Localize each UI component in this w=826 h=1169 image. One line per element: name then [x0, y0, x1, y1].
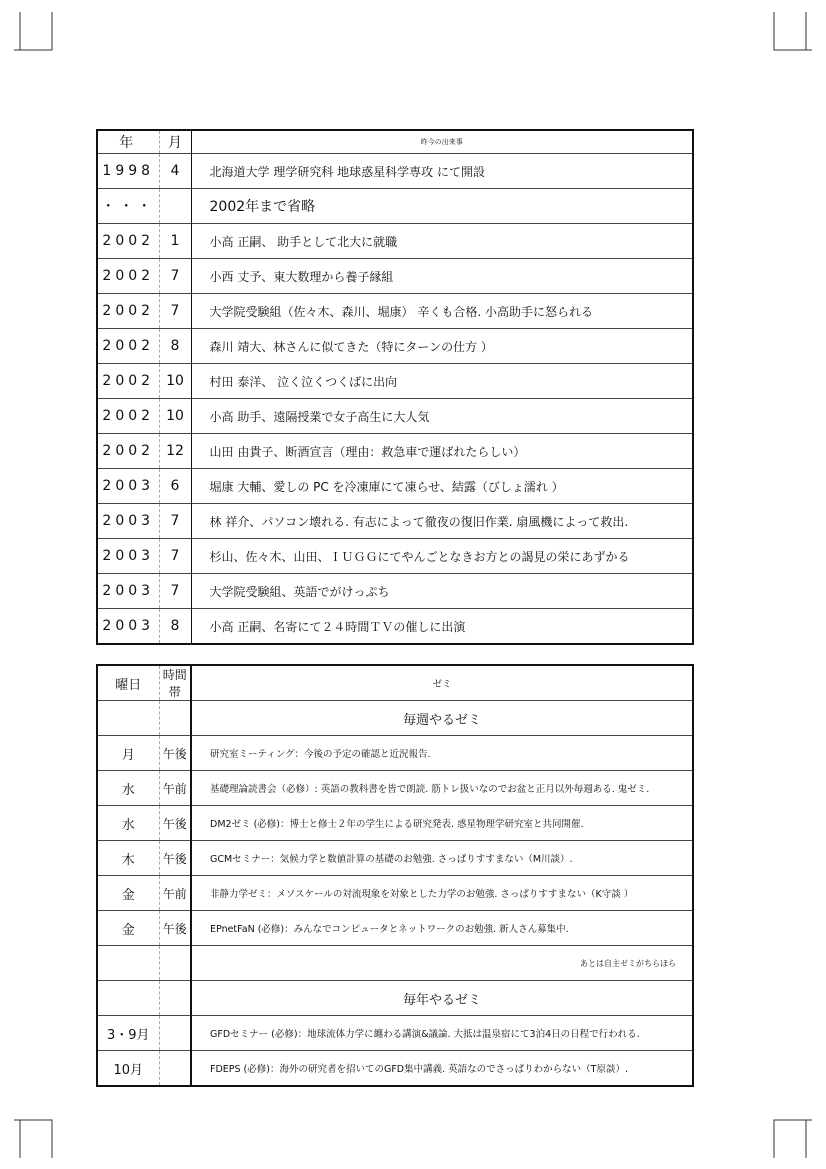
seminar-description: 非静力学ゼミ：メソスケールの対流現象を対象とした力学のお勉強. さっぱりすすまない（K守談 ） [191, 876, 693, 911]
seminar-row [97, 736, 693, 771]
seminar-note-row [97, 946, 693, 981]
time-cell: 午後 [159, 736, 191, 771]
event-cell: 2002年まで省略 [191, 189, 693, 224]
history-row [97, 574, 693, 609]
header-month: 月 [159, 130, 191, 154]
event-cell: 堀康 大輔、愛しの PC を冷凍庫にて凍らせ、結露（びしょ濡れ ） [191, 469, 693, 504]
note-text: あとは自主ゼミがちらほら [191, 946, 693, 981]
seminar-description: 基礎理論読書会（必修）: 英語の教科書を皆で朗読. 筋トレ扱いなのでお盆と正月以外毎週ある. 鬼ゼミ. [191, 771, 693, 806]
seminar-description: DM2ゼミ (必修)：博士と修士２年の学生による研究発表. 惑星物理学研究室と共同開催. [191, 806, 693, 841]
history-row [97, 329, 693, 364]
month-cell: 4 [159, 154, 191, 189]
seminar-description: EPnetFaN (必修)：みんなでコンピュータとネットワークのお勉強. 新人さん募集中. [191, 911, 693, 946]
day-cell [97, 946, 159, 981]
header-seminar: ゼミ [191, 665, 693, 701]
event-cell: 大学院受験組、英語でがけっぷち [191, 574, 693, 609]
seminar-description: 研究室ミーティング：今後の予定の確認と近況報告. [191, 736, 693, 771]
seminar-table [96, 664, 694, 1087]
seminar-header-row [97, 665, 693, 701]
event-cell: 小高 正嗣、 助手として北大に就職 [191, 224, 693, 259]
year-cell: 2002 [97, 399, 159, 434]
year-cell: ・・・ [97, 189, 159, 224]
header-event: 昨今の出来事 [191, 130, 693, 154]
day-cell: 水 [97, 771, 159, 806]
history-header-row [97, 130, 693, 154]
month-cell: 7 [159, 259, 191, 294]
month-cell: 7 [159, 539, 191, 574]
day-cell: 水 [97, 806, 159, 841]
seminar-section-row [97, 701, 693, 736]
month-cell: 6 [159, 469, 191, 504]
event-cell: 村田 泰洋、 泣く泣くつくばに出向 [191, 364, 693, 399]
day-cell [97, 981, 159, 1016]
month-cell: 1 [159, 224, 191, 259]
history-row [97, 259, 693, 294]
history-row [97, 189, 693, 224]
header-day: 曜日 [97, 665, 159, 701]
day-cell [97, 701, 159, 736]
day-cell: 月 [97, 736, 159, 771]
time-cell [159, 1051, 191, 1087]
time-cell [159, 981, 191, 1016]
month-cell: 8 [159, 609, 191, 645]
history-table [96, 129, 694, 645]
year-cell: 2003 [97, 539, 159, 574]
month-cell: 7 [159, 504, 191, 539]
section-title: 毎週やるゼミ [191, 701, 693, 736]
time-cell [159, 701, 191, 736]
year-cell: 2002 [97, 224, 159, 259]
time-cell: 午後 [159, 806, 191, 841]
year-cell: 2003 [97, 469, 159, 504]
seminar-row [97, 1051, 693, 1087]
time-cell: 午後 [159, 841, 191, 876]
seminar-row [97, 876, 693, 911]
history-row [97, 469, 693, 504]
time-cell: 午前 [159, 771, 191, 806]
day-cell: 10月 [97, 1051, 159, 1087]
history-row [97, 609, 693, 645]
time-cell [159, 1016, 191, 1051]
event-cell: 山田 由貴子、断酒宣言（理由：救急車で運ばれたらしい） [191, 434, 693, 469]
seminar-description: GFDセミナー (必修)：地球流体力学に纏わる講演&議論. 大抵は温泉宿にて3泊4日の日程で行われる. [191, 1016, 693, 1051]
month-cell: 8 [159, 329, 191, 364]
seminar-row [97, 1016, 693, 1051]
seminar-row [97, 806, 693, 841]
year-cell: 1998 [97, 154, 159, 189]
day-cell: 木 [97, 841, 159, 876]
month-cell: 10 [159, 364, 191, 399]
history-row [97, 154, 693, 189]
event-cell: 小高 助手、遠隔授業で女子高生に大人気 [191, 399, 693, 434]
history-row [97, 434, 693, 469]
year-cell: 2003 [97, 609, 159, 645]
section-title: 毎年やるゼミ [191, 981, 693, 1016]
day-cell: 金 [97, 911, 159, 946]
year-cell: 2002 [97, 434, 159, 469]
event-cell: 森川 靖大、林さんに似てきた（特にターンの仕方 ） [191, 329, 693, 364]
seminar-description: FDEPS (必修)：海外の研究者を招いてのGFD集中講義. 英語なのでさっぱりわからない（T原談）. [191, 1051, 693, 1087]
month-cell: 10 [159, 399, 191, 434]
history-row [97, 294, 693, 329]
seminar-section-row [97, 981, 693, 1016]
event-cell: 大学院受験組（佐々木、森川、堀康） 辛くも合格. 小高助手に怒られる [191, 294, 693, 329]
event-cell: 林 祥介、パソコン壊れる. 有志によって徹夜の復旧作業. 扇風機によって救出. [191, 504, 693, 539]
seminar-description: GCMセミナー：気候力学と数値計算の基礎のお勉強. さっぱりすすまない（M川談）. [191, 841, 693, 876]
year-cell: 2002 [97, 259, 159, 294]
time-cell: 午後 [159, 911, 191, 946]
history-row [97, 539, 693, 574]
year-cell: 2002 [97, 294, 159, 329]
month-cell: 7 [159, 294, 191, 329]
day-cell: 金 [97, 876, 159, 911]
seminar-row [97, 771, 693, 806]
month-cell: 12 [159, 434, 191, 469]
event-cell: 北海道大学 理学研究科 地球惑星科学専攻 にて開設 [191, 154, 693, 189]
event-cell: 杉山、佐々木、山田、ＩＵＧＧにてやんごとなきお方との謁見の栄にあずかる [191, 539, 693, 574]
history-row [97, 364, 693, 399]
history-row [97, 399, 693, 434]
history-row [97, 504, 693, 539]
year-cell: 2002 [97, 364, 159, 399]
year-cell: 2003 [97, 504, 159, 539]
year-cell: 2002 [97, 329, 159, 364]
seminar-row [97, 841, 693, 876]
day-cell: 3・9月 [97, 1016, 159, 1051]
month-cell [159, 189, 191, 224]
time-cell: 午前 [159, 876, 191, 911]
header-time: 時間帯 [159, 665, 191, 701]
header-year: 年 [97, 130, 159, 154]
month-cell: 7 [159, 574, 191, 609]
seminar-row [97, 911, 693, 946]
event-cell: 小西 丈予、東大数理から養子縁組 [191, 259, 693, 294]
event-cell: 小高 正嗣、名寄にて２４時間ＴＶの催しに出演 [191, 609, 693, 645]
year-cell: 2003 [97, 574, 159, 609]
history-row [97, 224, 693, 259]
time-cell [159, 946, 191, 981]
